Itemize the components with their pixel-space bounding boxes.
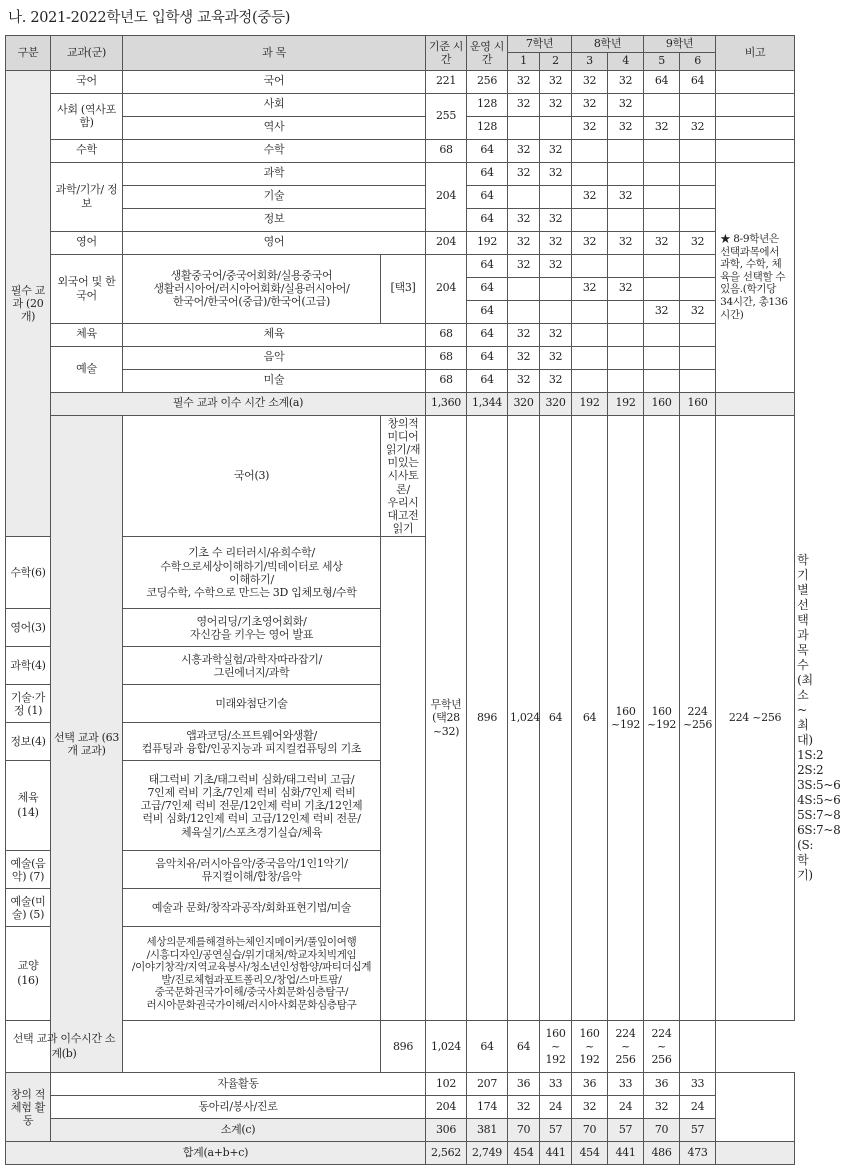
sem-hours: 32: [644, 231, 680, 254]
table-row: [6, 1096, 795, 1119]
sem-hours: 454: [508, 1142, 540, 1165]
subject-name: 기술: [123, 185, 426, 208]
sem-hours: 32: [644, 1096, 680, 1119]
creative-label: 창의 적 체험 활동: [6, 1073, 51, 1142]
group-name: 교양(16): [6, 927, 51, 1021]
subtotal-label: 필수 교과 이수 시간 소계(a): [51, 392, 426, 415]
base-hours: 896: [381, 1021, 426, 1073]
sem-hours: 441: [540, 1142, 572, 1165]
sem-hours: [572, 254, 608, 277]
sem-hours: 64: [467, 1021, 508, 1073]
table-row: [6, 116, 795, 139]
note-empty: [716, 1073, 795, 1142]
sem-hours: 32: [508, 208, 540, 231]
group-name: 수학(6): [6, 537, 51, 609]
header-grade9: 9학년: [644, 36, 716, 53]
subtotal-row: [6, 1021, 795, 1073]
sem-hours: 32: [540, 231, 572, 254]
sem-hours: 473: [680, 1142, 716, 1165]
subject-name: 역사: [123, 116, 426, 139]
sem-hours: [572, 323, 608, 346]
sem-hours: 192: [608, 392, 644, 415]
op-hours: 128: [467, 93, 508, 116]
group-name: 예술(미술) (5): [6, 889, 51, 927]
table-row: [6, 162, 795, 185]
subject-name: 영어: [123, 231, 426, 254]
op-hours: 128: [467, 116, 508, 139]
sem-hours: 70: [572, 1119, 608, 1142]
group-name: 예술(음악) (7): [6, 851, 51, 889]
sem-hours: 70: [508, 1119, 540, 1142]
sem-hours: 36: [508, 1073, 540, 1096]
sem-hours: 32: [608, 116, 644, 139]
header-sem: 6: [680, 53, 716, 70]
subject-name: 음악: [123, 346, 426, 369]
base-hours: 2,562: [426, 1142, 467, 1165]
group-name: 국어: [51, 70, 123, 93]
op-hours: 64: [467, 346, 508, 369]
activity-name: 소계(c): [51, 1119, 426, 1142]
sem-hours: 36: [644, 1073, 680, 1096]
sem-hours: [572, 208, 608, 231]
sem-hours: 320: [508, 392, 540, 415]
table-row: [6, 323, 795, 346]
sem-hours: [608, 254, 644, 277]
sem-hours: 32: [572, 277, 608, 300]
table-row: [6, 93, 795, 116]
sem-hours: 320: [540, 392, 572, 415]
sem-hours: 160 ~192: [644, 415, 680, 1021]
base-hours: 204: [426, 1096, 467, 1119]
sem-hours: 441: [608, 1142, 644, 1165]
subject-name: 사회: [123, 93, 426, 116]
sem-hours: 32: [508, 323, 540, 346]
sem-hours: 32: [608, 231, 644, 254]
pick-count: 무학년 (택28 ~32): [426, 415, 467, 1021]
sem-hours: [572, 139, 608, 162]
op-hours: 1,024: [426, 1021, 467, 1073]
group-name: 과학/기가/ 정보: [51, 162, 123, 231]
op-hours: 64: [467, 254, 508, 277]
sem-hours: 32: [540, 346, 572, 369]
header-row: [6, 36, 795, 53]
sem-hours: 36: [572, 1073, 608, 1096]
base-hours: 204: [426, 254, 467, 323]
header-unyeong: 운영 시간: [467, 36, 508, 71]
op-hours: 1,024: [508, 415, 540, 1021]
sem-hours: 24: [540, 1096, 572, 1119]
table-row: [6, 70, 795, 93]
sem-hours: [540, 300, 572, 323]
op-hours: 64: [467, 300, 508, 323]
sem-hours: [540, 185, 572, 208]
subject-list: 창의적미디어읽기/재미있는시사토론/ 우리시대고전읽기: [381, 415, 426, 537]
sem-hours: [508, 185, 540, 208]
group-name: 사회 (역사포함): [51, 93, 123, 139]
subject-name: 과학: [123, 162, 426, 185]
sem-hours: 32: [540, 139, 572, 162]
subject-list: 앱과코딩/소프트웨어와생활/ 컴퓨팅과 융합/인공지능과 피지컬컴퓨팅의 기초: [123, 723, 381, 761]
sem-hours: [644, 139, 680, 162]
sem-hours: 32: [508, 93, 540, 116]
header-sem: 5: [644, 53, 680, 70]
table-row: 선택 교과 (63개 교과) 국어(3) 창의적미디어읽기/재미있는시사토론/ 우리시대고전읽기 무학년 (택28 ~32) 896 1,024 64 64 160 ~192 160 ~192 224 ~256 224 ~256 학기별 선택과목수 (최소~최대) 1S:2 2S:2 3S:5~6 4S:5~6 5S:7~8 6S:7~8 (S:학기): [6, 415, 795, 537]
base-hours: 68: [426, 346, 467, 369]
header-sem: 4: [608, 53, 644, 70]
note-empty: [716, 139, 795, 162]
sem-hours: [680, 323, 716, 346]
subject-list: 시흥과학실험/과학자따라잡기/ 그린에너지/과학: [123, 647, 381, 685]
note-empty: [716, 116, 795, 139]
sem-hours: 160: [644, 392, 680, 415]
sem-hours: 32: [608, 70, 644, 93]
sem-hours: 32: [680, 300, 716, 323]
group-name: 체육(14): [6, 761, 51, 851]
sem-hours: [680, 208, 716, 231]
sem-hours: 486: [644, 1142, 680, 1165]
page-title: 나. 2021-2022학년도 입학생 교육과정(중등): [8, 10, 291, 26]
sem-hours: 32: [540, 369, 572, 392]
sem-hours: 32: [572, 231, 608, 254]
pick-empty: [123, 1021, 381, 1073]
header-grade7: 7학년: [508, 36, 572, 53]
sem-hours: [608, 323, 644, 346]
sem-hours: [680, 369, 716, 392]
op-hours: 64: [467, 139, 508, 162]
sem-hours: [644, 185, 680, 208]
header-sem: 2: [540, 53, 572, 70]
sem-hours: 64: [540, 415, 572, 1021]
sem-hours: [608, 208, 644, 231]
sem-hours: 224 ~256: [680, 415, 716, 1021]
table-row: [6, 1073, 795, 1096]
table-row: [6, 208, 795, 231]
sem-hours: 57: [680, 1119, 716, 1142]
base-hours: 896: [467, 415, 508, 1021]
group-name: 수학: [51, 139, 123, 162]
sem-hours: 32: [644, 300, 680, 323]
subject-list: 기초 수 리터러시/유희수학/ 수학으로세상이해하기/빅데이터로 세상 이해하기/ 코딩수학, 수학으로 만드는 3D 입체모형/수학: [123, 537, 381, 609]
sem-hours: 160 ~192: [608, 415, 644, 1021]
group-name: 영어: [51, 231, 123, 254]
op-hours: 174: [467, 1096, 508, 1119]
note-empty: [716, 93, 795, 116]
sem-hours: [644, 277, 680, 300]
sem-hours: [644, 254, 680, 277]
header-sem: 1: [508, 53, 540, 70]
op-hours: 381: [467, 1119, 508, 1142]
subtotal-label: 선택 교과 이수시간 소계(b): [6, 1021, 123, 1073]
group-name: 외국어 및 한국어: [51, 254, 123, 323]
group-name: 영어(3): [6, 609, 51, 647]
sem-hours: 32: [608, 185, 644, 208]
sem-hours: [608, 369, 644, 392]
sem-hours: 32: [508, 346, 540, 369]
header-gwamok: 과 목: [123, 36, 426, 71]
sem-hours: [608, 300, 644, 323]
note-empty: [680, 1021, 716, 1073]
sem-hours: 57: [540, 1119, 572, 1142]
group-name: 과학(4): [6, 647, 51, 685]
sem-hours: 32: [508, 139, 540, 162]
sem-hours: 32: [508, 231, 540, 254]
base-hours: 221: [426, 70, 467, 93]
sem-hours: [508, 300, 540, 323]
sem-hours: 70: [644, 1119, 680, 1142]
subject-list: 세상의문제를해결하는체인지메이커/풀잎이여행 /시흥디자인/공연실습/위기대처/학교자치빅게임 /이야기창작/지역교육봉사/청소년인성함양/파티더십계 발/진로체험과포트폴리오/창업/스마트팜/ 중국문화권국가이해/중국사회문화심층탐구/ 러시아문화권국가이해/러시아사회문화심층탐구: [123, 927, 381, 1021]
sem-hours: 33: [680, 1073, 716, 1096]
sem-hours: [644, 323, 680, 346]
sem-hours: 224 ~ 256: [608, 1021, 644, 1073]
note-empty: [716, 392, 795, 415]
subject-list: 예술과 문화/창작과공작/회화표현기법/미술: [123, 889, 381, 927]
elective-label: 선택 교과 (63개 교과): [51, 415, 123, 1073]
sem-hours: [540, 116, 572, 139]
activity-name: 동아리/봉사/진로: [51, 1096, 426, 1119]
sem-hours: [508, 116, 540, 139]
subject-name: 정보: [123, 208, 426, 231]
base-hours: 204: [426, 162, 467, 231]
sem-hours: [644, 93, 680, 116]
sem-hours: [680, 254, 716, 277]
header-gyogwa: 교과(군): [51, 36, 123, 71]
sem-hours: [644, 346, 680, 369]
header-grade8: 8학년: [572, 36, 644, 53]
base-hours: 306: [426, 1119, 467, 1142]
sem-hours: 32: [540, 208, 572, 231]
table-row: [6, 254, 795, 277]
table-row: [6, 346, 795, 369]
sem-hours: 32: [508, 70, 540, 93]
sem-hours: 32: [608, 93, 644, 116]
sem-hours: 32: [540, 323, 572, 346]
header-sem: 3: [572, 53, 608, 70]
subject-list: 미래와첨단기술: [123, 685, 381, 723]
table-row: [6, 185, 795, 208]
sem-hours: 32: [644, 116, 680, 139]
op-hours: 64: [467, 162, 508, 185]
subtotal-row: [6, 392, 795, 415]
op-hours: 256: [467, 70, 508, 93]
sem-hours: 32: [540, 93, 572, 116]
subject-name: 수학: [123, 139, 426, 162]
sem-hours: [572, 300, 608, 323]
sem-hours: [572, 162, 608, 185]
subject-name: 미술: [123, 369, 426, 392]
subject-list: 생활중국어/중국어회화/실용중국어 생활러시아어/러시아어회화/실용러시아어/ 한국어/한국어(중급)/한국어(고급): [123, 254, 381, 323]
subject-list: 영어리딩/기초영어회화/ 자신감을 키우는 영어 발표: [123, 609, 381, 647]
sem-hours: 57: [608, 1119, 644, 1142]
sem-hours: 32: [540, 162, 572, 185]
sem-hours: 32: [540, 254, 572, 277]
group-name: 예술: [51, 346, 123, 392]
sem-hours: 192: [572, 392, 608, 415]
op-hours: 2,749: [467, 1142, 508, 1165]
group-name: 국어(3): [123, 415, 381, 537]
header-bigo: 비고: [716, 36, 795, 71]
op-hours: 1,344: [467, 392, 508, 415]
sem-hours: 24: [608, 1096, 644, 1119]
sem-hours: 32: [508, 1096, 540, 1119]
subject-list: 음악치유/러시아음악/중국음악/1인1악기/ 뮤지컬이해/합창/음악: [123, 851, 381, 889]
op-hours: 207: [467, 1073, 508, 1096]
sem-hours: 32: [572, 116, 608, 139]
sem-hours: 224 ~256: [716, 415, 795, 1021]
header-gubun: 구분: [6, 36, 51, 71]
sem-hours: [680, 139, 716, 162]
op-hours: 64: [467, 323, 508, 346]
note-empty: [716, 70, 795, 93]
op-hours: 192: [467, 231, 508, 254]
sem-hours: 32: [572, 1096, 608, 1119]
op-hours: 64: [467, 208, 508, 231]
sem-hours: 64: [508, 1021, 540, 1073]
required-label: 필수 교과 (20개): [6, 70, 51, 537]
table-row: [6, 369, 795, 392]
sem-hours: 160: [680, 392, 716, 415]
activity-name: 자율활동: [51, 1073, 426, 1096]
group-name: 정보(4): [6, 723, 51, 761]
required-note: ★ 8-9학년은 선택과목에서 과학, 수학, 체육을 선택할 수 있음.(학기당 34시간, 총136시간): [716, 162, 795, 392]
base-hours: 204: [426, 231, 467, 254]
subtotal-row: [6, 1119, 795, 1142]
sem-hours: [680, 346, 716, 369]
sem-hours: [680, 185, 716, 208]
sem-hours: [540, 277, 572, 300]
total-row: [6, 1142, 795, 1165]
sem-hours: [608, 139, 644, 162]
subject-name: 국어: [123, 70, 426, 93]
sem-hours: [680, 93, 716, 116]
sem-hours: [644, 162, 680, 185]
sem-hours: [644, 208, 680, 231]
base-hours: 1,360: [426, 392, 467, 415]
sem-hours: 32: [572, 93, 608, 116]
sem-hours: 32: [508, 369, 540, 392]
sem-hours: 32: [508, 162, 540, 185]
sem-hours: 32: [680, 116, 716, 139]
pick-count: [택3]: [381, 254, 426, 323]
sem-hours: 32: [508, 254, 540, 277]
base-hours: 102: [426, 1073, 467, 1096]
header-gijun: 기준 시간: [426, 36, 467, 71]
sem-hours: 160 ~ 192: [540, 1021, 572, 1073]
sem-hours: [644, 369, 680, 392]
base-hours: 255: [426, 93, 467, 139]
sem-hours: [680, 162, 716, 185]
sem-hours: [508, 277, 540, 300]
sem-hours: 64: [572, 415, 608, 1021]
sem-hours: 64: [680, 70, 716, 93]
subject-list: 태그럭비 기초/태그럭비 심화/태그럭비 고급/ 7인제 럭비 기초/7인제 럭비 심화/7인제 럭비 고급/7인제 럭비 전문/12인제 럭비 기초/12인제 럭비 심화/12인제 럭비 고급/12인제 럭비 전문/ 체육실기/스포츠경기실습/체육: [123, 761, 381, 851]
sem-hours: [572, 346, 608, 369]
total-label: 합계(a+b+c): [6, 1142, 426, 1165]
sem-hours: 32: [572, 70, 608, 93]
sem-hours: 160 ~ 192: [572, 1021, 608, 1073]
sem-hours: 32: [540, 70, 572, 93]
base-hours: 68: [426, 139, 467, 162]
base-hours: 68: [426, 369, 467, 392]
table-row: [6, 231, 795, 254]
curriculum-table: [5, 35, 841, 1165]
note-empty: [716, 1142, 795, 1165]
op-hours: 64: [467, 277, 508, 300]
table-row: [6, 139, 795, 162]
sem-hours: [608, 346, 644, 369]
base-hours: 68: [426, 323, 467, 346]
sem-hours: 454: [572, 1142, 608, 1165]
op-hours: 64: [467, 369, 508, 392]
sem-hours: 33: [540, 1073, 572, 1096]
sem-hours: 24: [680, 1096, 716, 1119]
sem-hours: [608, 162, 644, 185]
subject-name: 체육: [123, 323, 426, 346]
sem-hours: 32: [608, 277, 644, 300]
sem-hours: 32: [680, 231, 716, 254]
sem-hours: 33: [608, 1073, 644, 1096]
sem-hours: 64: [644, 70, 680, 93]
sem-hours: 224 ~ 256: [644, 1021, 680, 1073]
op-hours: 64: [467, 185, 508, 208]
group-name: 체육: [51, 323, 123, 346]
group-name: 기술·가정 (1): [6, 685, 51, 723]
sem-hours: [572, 369, 608, 392]
sem-hours: [680, 277, 716, 300]
sem-hours: 32: [572, 185, 608, 208]
